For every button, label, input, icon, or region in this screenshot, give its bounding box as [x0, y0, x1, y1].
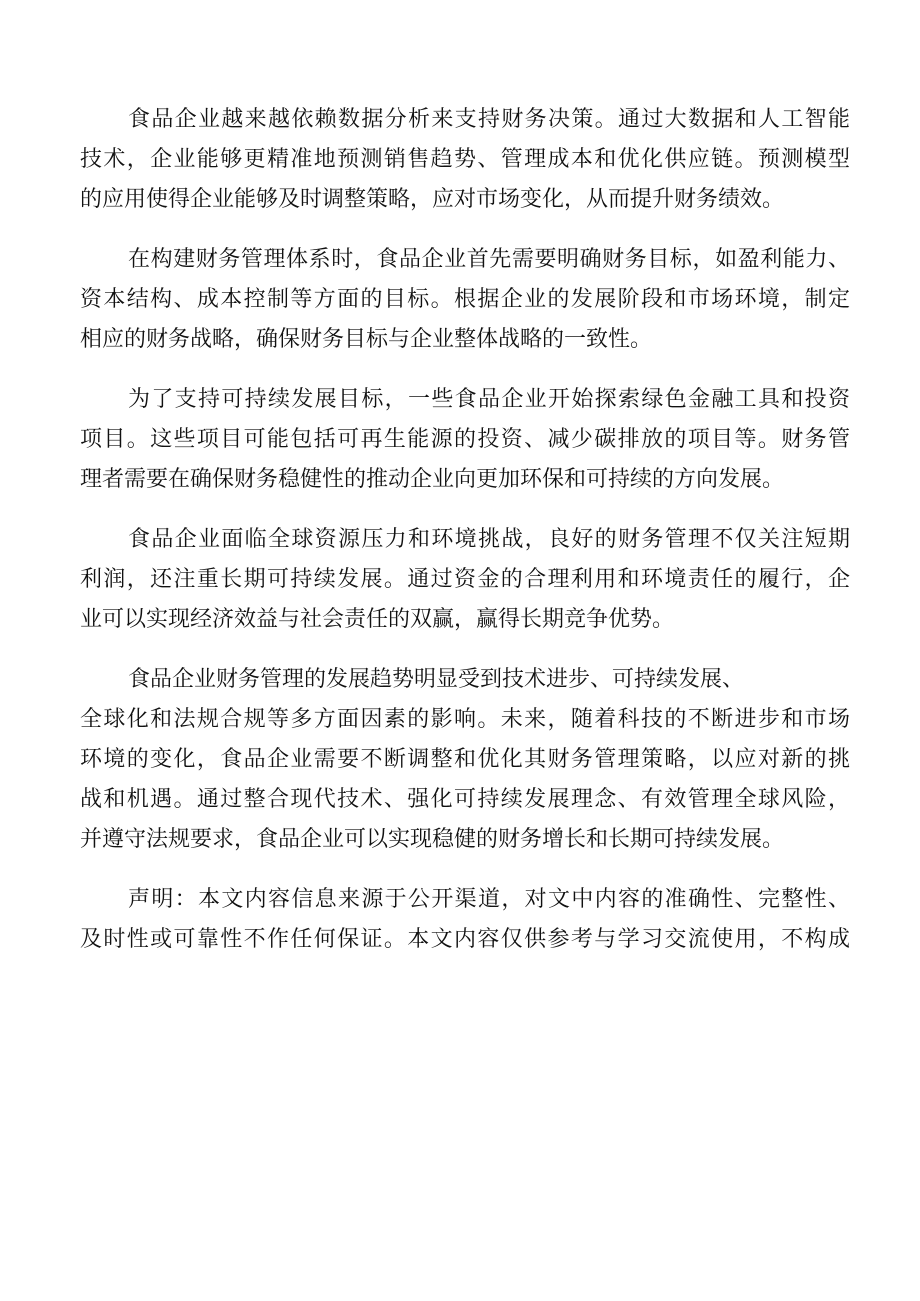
paragraph-green-finance [80, 380, 850, 500]
text-line: 理者需要在确保财务稳健性的推动企业向更加环保和可持续的方向发展。 [80, 467, 785, 492]
text-line: 并遵守法规要求，食品企业可以实现稳健的财务增长和长期可持续发展。 [80, 827, 785, 852]
text-line: 食品企业财务管理的发展趋势明显受到技术进步、可持续发展、 [128, 667, 745, 692]
text-line: 战和机遇。通过整合现代技术、强化可持续发展理念、有效管理全球风险， [80, 787, 850, 812]
text-line: 食品企业面临全球资源压力和环境挑战，良好的财务管理不仅关注短期 [128, 527, 850, 552]
paragraph-data-analysis [80, 100, 850, 220]
text-line: 在构建财务管理体系时，食品企业首先需要明确财务目标，如盈利能力、 [128, 247, 850, 272]
paragraph-disclaimer [80, 880, 850, 960]
text-line: 环境的变化，食品企业需要不断调整和优化其财务管理策略，以应对新的挑 [80, 747, 850, 772]
text-line: 的应用使得企业能够及时调整策略，应对市场变化，从而提升财务绩效。 [80, 187, 785, 212]
text-line: 为了支持可持续发展目标，一些食品企业开始探索绿色金融工具和投资 [128, 387, 850, 412]
text-line: 技术，企业能够更精准地预测销售趋势、管理成本和优化供应链。预测模型 [80, 147, 850, 172]
text-line: 及时性或可靠性不作任何保证。本文内容仅供参考与学习交流使用，不构成 [80, 927, 850, 952]
text-line: 业可以实现经济效益与社会责任的双赢，赢得长期竞争优势。 [80, 607, 675, 632]
document-page [80, 100, 850, 980]
paragraph-sustainability [80, 520, 850, 640]
paragraph-financial-system [80, 240, 850, 360]
text-line: 声明：本文内容信息来源于公开渠道，对文中内容的准确性、完整性、 [128, 887, 850, 912]
text-line: 全球化和法规合规等多方面因素的影响。未来，随着科技的不断进步和市场 [80, 707, 850, 732]
text-line: 资本结构、成本控制等方面的目标。根据企业的发展阶段和市场环境，制定 [80, 287, 850, 312]
text-line: 相应的财务战略，确保财务目标与企业整体战略的一致性。 [80, 327, 653, 352]
text-line: 项目。这些项目可能包括可再生能源的投资、减少碳排放的项目等。财务管 [80, 427, 850, 452]
text-line: 利润，还注重长期可持续发展。通过资金的合理利用和环境责任的履行，企 [80, 567, 850, 592]
paragraph-trends [80, 660, 850, 860]
text-line: 食品企业越来越依赖数据分析来支持财务决策。通过大数据和人工智能 [128, 107, 850, 132]
